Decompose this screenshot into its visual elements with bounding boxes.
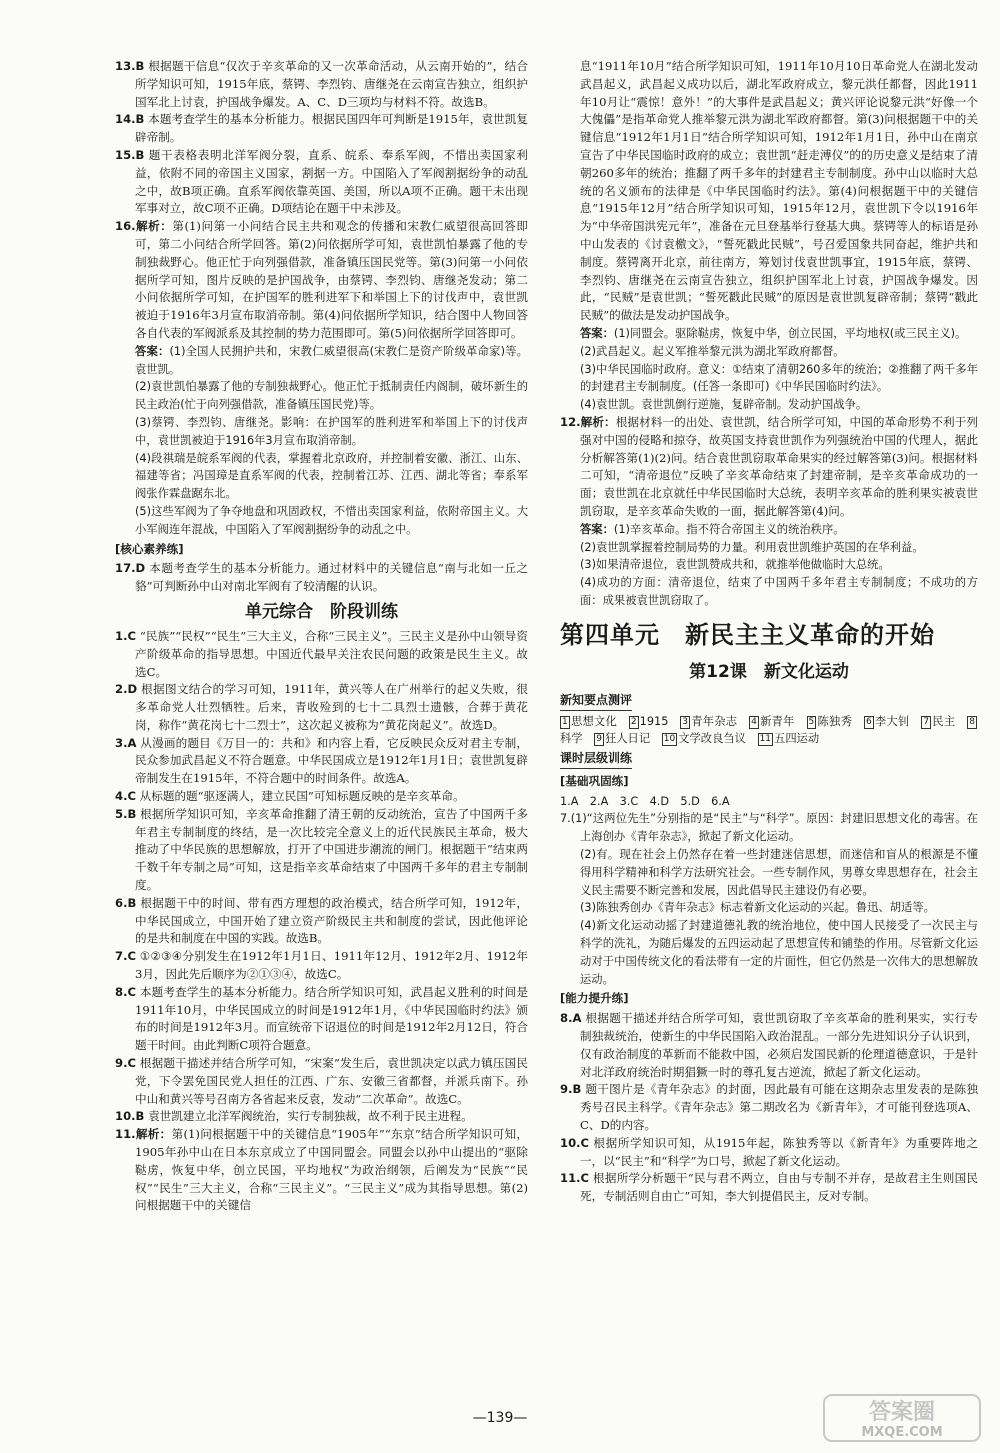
answer-item-11: 11.C 根据所学分析题干“民与君不两立，自由与专制不并存，是故君主生则国民死，专制活则自由亡”可知，李大钊提倡民主，反对专制。 bbox=[560, 1171, 979, 1204]
multiple-choice-answers: 1.A 2.A 3.C 4.D 5.D 6.A bbox=[560, 794, 730, 808]
answer-item-13: 13.B 根据题干信息“仅次于辛亥革命的又一次革命活动，从云南开始的”，结合所学知识可知，1915年底，蔡锷、李烈钧、唐继尧在云南宣告独立，组织护国军北上讨袁，护国战争爆发。A、C、D三项均与材料不符。故选B。 bbox=[115, 59, 528, 109]
unit-4-title: 第四单元 新民主主义革命的开始 bbox=[560, 620, 935, 649]
ability-practice-tag: [能力提升练] bbox=[560, 991, 629, 1006]
review-item-11: 11.解析：第(1)问根据题干中的关键信息“1905年”“东京”结合所学知识可知，1905年孙中山在日本东京成立了中国同盟会。同盟会以孙中山提出的“驱除鞑虏，恢复中华，创立民国，平均地权”为政治纲领，后阐发为“民族”“民权”“民生”三大主义，合称“三民主义”。“三民主义”成为其指导思想。第(2)问根据题干中的关键信 bbox=[115, 1127, 529, 1213]
left-column bbox=[115, 58, 528, 1215]
core-literacy-tag: [核心素养练] bbox=[115, 541, 184, 556]
kp-7: 7 民主 bbox=[923, 714, 956, 728]
answer-item-7: 7.(1)“这两位先生”分别指的是“民主”与“科学”。原因：封建旧思想文化的毒害。在上海创办《青年杂志》，掀起了新文化运动。 (2)有。现在社会上仍然存在着一些封建迷信思想，而迷信和盲从的根源是不懂得用科学精神和科学方法研究社会。一些专制作风，男尊女卑思想存在，社会主义民主需要不断完善和发展，因此倡导民主建设仍有必要。 (3)陈独秀创办《青年杂志》标志着新文化运动的兴起。鲁迅、胡适等。 (4)新文化运动动摇了封建道德礼教的统治地位，使中国人民接受了一次民主与科学的洗礼，为随后爆发的五四运动起了思想宣传和铺垫的作用。尽管新文化运动对于中国传统文化的看法带有一定的片面性，但它仍然是一次伟大的思想解放运动。 bbox=[560, 812, 978, 986]
watermark-main-text: 答案圈 bbox=[868, 1400, 936, 1425]
page-number: —139— bbox=[472, 1410, 528, 1426]
kp-8: 8科学 bbox=[560, 716, 975, 746]
review-item-6: 6.B 根据题干中的时间、带有西方理想的政治模式，结合所学可知，1912年，中华民国成立，中国开始了建立资产阶级民主共和制度的尝试，因此他评论的是共和制度在中国的实践。故选B。 bbox=[115, 895, 528, 946]
basic-practice-tag: [基础巩固练] bbox=[560, 773, 629, 788]
watermark-logo-icon bbox=[822, 1393, 982, 1443]
kp-6: 6 李大钊 bbox=[865, 714, 910, 728]
answer-item-14: 14.B 本题考查学生的基本分析能力。根据民国四年可判断是1915年，袁世凯复辟帝制。 bbox=[115, 112, 529, 145]
right-column bbox=[560, 58, 978, 1206]
review-item-11-continued: 息“1911年10月”结合所学知识可知，1911年10月10日革命党人在湖北发动武昌起义，武昌起义成功以后，湖北军政府成立，黎元洪任都督，因此1911年10月让“震惊！意外！”的大事件是武昌起义；黄兴评论说黎元洪“好像一个大傀儡”是指革命党人推举黎元洪为湖北军政府都督。第(3)问根据题干中的关键信息“1912年1月1日”结合所学知识可知，1912年1月1日，孙中山在南京宣告了中华民国临时政府的成立；袁世凯“赶走溥仪”的的历史意义是结束了清朝260多年的统治；推翻了两千多年的封建君主专制制度。孙中山以临时大总统的名义颁布的法律是《中华民国临时约法》。第(4)问根据题干中的关键信息“1915年12月”结合所学知识可知，1915年12月，袁世凯下令以1916年为“中华帝国洪宪元年”，准备在元旦登基举行登基大典。蔡锷等人的标语是孙中山发表的《讨袁檄文》，“誓死戳此民贼”，号召爱国象共同奋起，维护共和制度。蔡锷离开北京，前往南方，筹划讨伐袁世凯事宜，1915年底，蔡锷、李烈钧、唐继尧在云南宣告独立，组织护国军北上讨袁，护国战争爆发。因此，“民贼”是袁世凯；“誓死戳此民贼”的原因是袁世凯复辟帝制；蔡锷“戳此民贼”的做法是发动护国战争。 bbox=[580, 59, 978, 323]
watermark-sub-text: MXQE.COM bbox=[861, 1425, 943, 1440]
kp-2: 2 1915 bbox=[630, 714, 669, 728]
kp-4: 4 新青年 bbox=[751, 714, 795, 728]
new-knowledge-heading: 新知要点测评 bbox=[560, 692, 632, 711]
kp-9: 9 狂人日记 bbox=[596, 732, 651, 746]
answer-item-10: 10.C 根据所学知识可知，从1915年起，陈独秀等以《新青年》为重要阵地之一，以“民主”和“科学”为口号，掀起了新文化运动。 bbox=[560, 1135, 978, 1168]
review-item-7: 7.C ①②③④分别发生在1912年1月1日、1911年12月、1912年2月、1912年3月，因此先后顺序为②①③④，故选C。 bbox=[115, 949, 529, 982]
review-item-5: 5.B 根据所学知识可知，辛亥革命推翻了清王朝的反动统治，宣告了中国两千多年君主专制制度的终结，是一次比较完全意义上的近代民族民主革命，极大推动了中华民族的思想解放，打开了中国进步潮流的闸门。根据题干“结束两千数千年专制之局”可知，这是指辛亥革命结束了中国两千多年的君主专制制度。 bbox=[115, 806, 528, 893]
answer-block-11: 答案：(1)同盟会。驱除鞑虏，恢复中华，创立民国，平均地权(或三民主义)。 (2)武昌起义。起义军推举黎元洪为湖北军政府都督。 (3)中华民国临时政府。意义：①结束了清朝260多年的统治；②推翻了两千多年的封建君主专制制度。(任答一条即可)《中华民国临时约法》。 (4)袁世凯。袁世凯倒行逆施，复辟帝制。发动护国战争。 bbox=[580, 326, 978, 412]
kp-5: 5 陈独秀 bbox=[808, 714, 853, 728]
review-item-4: 4.C 从标题的题“驱逐满人，建立民国”可知标题反映的是辛亥革命。 bbox=[115, 789, 465, 804]
knowledge-points bbox=[560, 713, 978, 749]
review-item-12: 12.解析：根据材料一的出处、袁世凯，结合所学可知，中国的革命形势不利于列强对中国的侵略和掠夺，故英国支持袁世凯作为列强统治中国的代理人，据此分析解答第(1)(2)问。结合袁世凯窃取革命果实的经过解答第(3)问。根据材料二可知，“清帝退位”反映了辛亥革命结束了封建帝制，是辛亥革命成功的一面；袁世凯在北京就任中华民国临时大总统，表明辛亥革命的胜利果实被袁世凯窃取，是辛亥革命失败的一面，据此解答第(4)问。 bbox=[560, 414, 978, 518]
answer-block-12: 答案：(1)辛亥革命。指不符合帝国主义的统治秩序。 (2)袁世凯掌握着控制局势的力量。利用袁世凯维护英国的在华利益。 (3)如果清帝退位，袁世凯赞成共和，就推举他做临时大总统。 (4)成功的方面：清帝退位，结束了中国两千多年君主专制制度；不成功的方面：成果被袁世凯窃取了。 bbox=[580, 522, 978, 607]
answer-block-16: 答案：(1)全国人民拥护共和，宋教仁威望很高(宋教仁是资产阶级革命家)等。袁世凯。 (2)袁世凯怕暴露了他的专制独裁野心。他正忙于抵制责任内阁制，破坏新生的民主政治(忙于向列强借款，准备镇压国民党)等。 (3)蔡锷、李烈钧、唐继尧。影响：在护国军的胜利进军和举国上下的讨伐声中，袁世凯被迫于1916年3月宣布取消帝制。 (4)段祺瑞是皖系军阀的代表，掌握着北京政府，并控制着安徽、浙江、山东、福建等省；冯国璋是直系军阀的代表，控制着江苏、江西、湖北等省；奉系军阀张作霖盘踞东北。 (5)这些军阀为了争夺地盘和巩固政权，不惜出卖国家利益，依附帝国主义。大小军阀连年混战，中国陷入了军阀割据纷争的动乱之中。 bbox=[135, 344, 528, 536]
kp-10: 10 文学改良刍议 bbox=[663, 732, 746, 746]
answer-item-17: 17.D 本题考查学生的基本分析能力。通过材料中的关键信息“南与北如一丘之貉”可判断孙中山对南北军阀有了较清醒的认识。 bbox=[115, 561, 528, 594]
answer-item-8: 8.A 根据题干描述并结合所学可知，袁世凯窃取了辛亥革命的胜利果实，实行专制独裁统治，使新生的中华民国陷入政治混乱。一部分先进知识分子认识到，仅有政治制度的革新而不能救中国，必须启发国民新的伦理道德意识，于是针对北洋政府统治时期猖獗一时的尊孔复古逆流，掀起了新文化运动。 bbox=[560, 1011, 978, 1079]
review-item-1: 1.C “民族”“民权”“民生”三大主义，合称“三民主义”。三民主义是孙中山领导资产阶级革命的指导思想。中国近代最早关注农民问题的政策是民生主义。故选C。 bbox=[115, 628, 529, 679]
kp-1: 1 思想文化 bbox=[562, 714, 618, 728]
answer-item-15: 15.B 题干表格表明北洋军阀分裂，直系、皖系、奉系军阀，不惜出卖国家利益，依附不同的帝国主义国家，割据一方。中国陷入了军阀割据纷争的动乱之中，故B项正确。直系军阀依靠英国、美国，所以A项不正确。题干未出现军事对立，故C项不正确。D项结论在题干中未涉及。 bbox=[115, 147, 528, 216]
review-item-2: 2.D 根据图文结合的学习可知，1911年，黄兴等人在广州举行的起义失败，很多革命党人壮烈牺牲。后来，青收殓到的七十二具烈士遗骸，合葬于黄花岗，称作“黄花岗七十二烈士”，这次起义被称为“黄花岗起义”。故选D。 bbox=[115, 682, 529, 732]
review-item-3: 3.A 从漫画的题目《万目一的：共和》和内容上看，它反映民众反对君主专制，民众参加武昌起义不符合题意。中华民国成立是1912年1月1日；袁世凯复辟帝制发生在1915年，不符合题中的时间条件。故选A。 bbox=[115, 735, 528, 786]
review-item-9: 9.C 根据题干描述并结合所学可知，“宋案”发生后，袁世凯决定以武力镇压国民党，下令罢免国民党人担任的江西、广东、安徽三省都督，并派兵南下。孙中山和黄兴等号召南方各省起来反袁，发动“二次革命”。故选C。 bbox=[115, 1056, 529, 1106]
lesson-training-heading: 课时层级训练 bbox=[560, 750, 632, 769]
kp-3: 3 青年杂志 bbox=[682, 714, 738, 728]
review-item-10: 10.B 袁世凯建立北洋军阀统治，实行专制独裁，故不利于民主进程。 bbox=[115, 1109, 473, 1124]
answer-item-9: 9.B 题干图片是《青年杂志》的封面，因此最有可能在这期杂志里发表的是陈独秀号召民主科学。《青年杂志》第二期改名为《新青年》，才可能刊登选项A、C、D的内容。 bbox=[560, 1082, 979, 1133]
review-item-8: 8.C 本题考查学生的基本分析能力。结合所学知识可知，武昌起义胜利的时间是1911年10月，中华民国成立的时间是1912年1月，《中华民国临时约法》颁布的时间是1912年3月。而宣统帝下诏退位的时间是1912年2月12日，符合题干时间。由此判断C项符合题意。 bbox=[115, 984, 528, 1053]
lesson-12-title: 第12课 新文化运动 bbox=[689, 661, 849, 682]
answer-item-16: 16.解析：第(1)问第一小问结合民主共和观念的传播和宋教仁威望很高回答即可，第二小问结合所学回答。第(2)问依据所学可知，袁世凯怕暴露了他的专制独裁野心。他正忙于向列强借款，准备镇压国民党等。第(3)问第一小问依据所学可知，图片反映的是护国战争，由蔡锷、李烈钧、唐继尧发动；第二小问依据所学可知，在护国军的胜利进军下和举国上下的讨伐声中，袁世凯被迫于1916年3月宣布取消帝制。第(4)问依据所学知识，结合图中人物回答各自代表的军阀派系及其控制的势力范围即可。第(5)问依据所学回答即可。 bbox=[115, 219, 528, 340]
kp-11: 11 五四运动 bbox=[759, 732, 820, 746]
unit-review-title: 单元综合 阶段训练 bbox=[245, 601, 398, 622]
